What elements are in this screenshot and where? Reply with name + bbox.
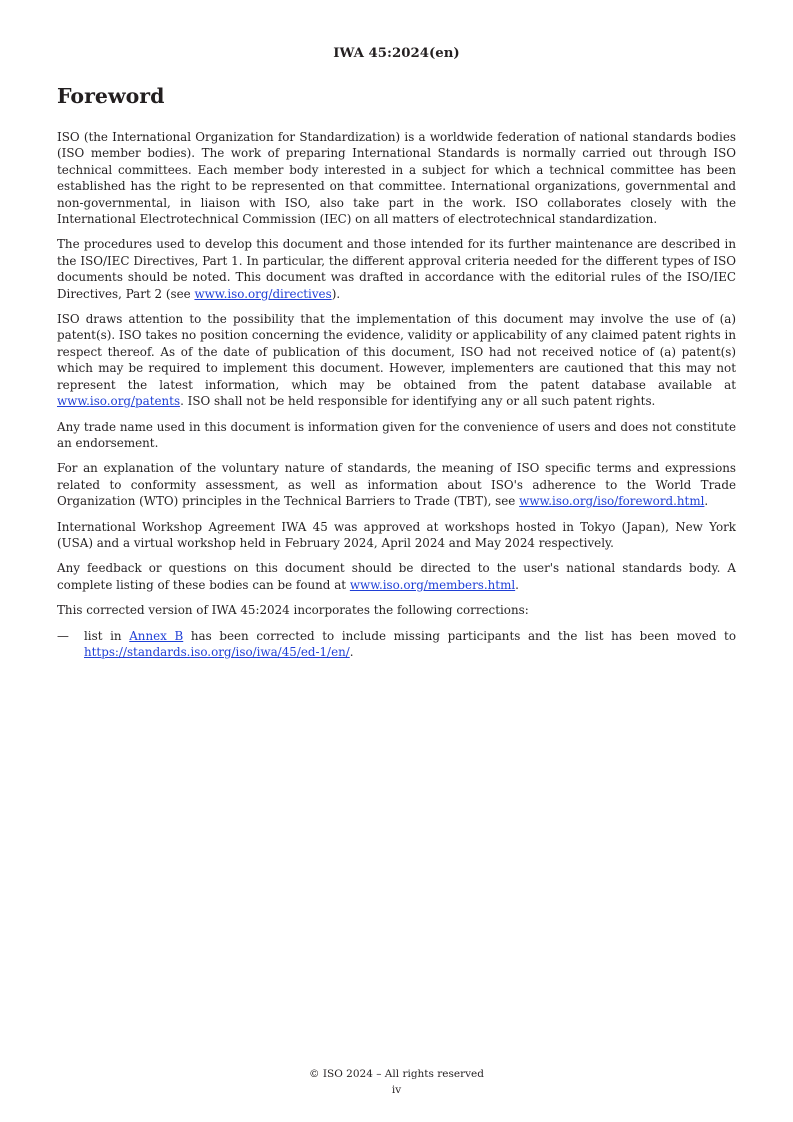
paragraph-text: . ISO shall not be held responsible for identifying any or all such patent rights. — [180, 394, 656, 409]
paragraph-text: For an explanation of the voluntary nature of standards, the meaning of ISO specific terms and expressions related to conformity assessment, as well as information about ISO's adherence to the World Trade Organization (WTO) principles in the Technical Barriers to Trade (TBT), see — [57, 461, 736, 509]
paragraph-trade-name: Any trade name used in this document is information given for the convenience of users and does not constitute an endorsement. — [57, 419, 736, 450]
paragraph-text: The procedures used to develop this document and those intended for its further maintenance are described in the ISO/IEC Directives, Part 1. In particular, the different approval criteria needed for the different types of ISO documents should be noted. This document was drafted in accordance with the editorial rules of the ISO/IEC Directives, Part 2 (see — [57, 237, 736, 301]
paragraph-voluntary-nature — [57, 460, 736, 509]
list-dash: — — [57, 628, 69, 643]
correction-list-item — [57, 628, 736, 661]
page-footer — [0, 1066, 793, 1098]
foreword-body — [57, 129, 736, 660]
copyright-notice: © ISO 2024 – All rights reserved — [309, 1068, 484, 1080]
foreword-link[interactable]: www.iso.org/iso/foreword.html — [519, 494, 705, 509]
correction-text-part: has been corrected to include missing participants and the list has been moved to — [183, 628, 736, 643]
paragraph-text: . — [704, 494, 709, 509]
document-id-header: IWA 45:2024(en) — [333, 46, 460, 61]
annex-b-link[interactable]: Annex B — [129, 628, 184, 643]
paragraph-procedures — [57, 236, 736, 302]
paragraph-patents — [57, 311, 736, 409]
paragraph-text: ). — [331, 286, 341, 301]
members-link[interactable]: www.iso.org/members.html — [349, 577, 516, 592]
paragraph-corrected-version: This corrected version of IWA 45:2024 incorporates the following corrections: — [57, 603, 529, 618]
paragraph-text: Any feedback or questions on this document should be directed to the user's national standards body. A complete listing of these bodies can be found at — [57, 561, 736, 592]
paragraph-text: . — [515, 577, 519, 592]
patents-link[interactable]: www.iso.org/patents — [57, 394, 181, 409]
page-title: Foreword — [57, 84, 165, 108]
page-number: iv — [391, 1084, 402, 1096]
paragraph-iso-federation: ISO (the International Organization for Standardization) is a worldwide federation of national standards bodies (ISO member bodies). The work of preparing International Standards is normally carried out through ISO technical committees. Each member body interested in a subject for which a technical committee has been established has the right to be represented on that committee. International organizations, governmental and non-governmental, in liaison with ISO, also take part in the work. ISO collaborates closely with the International Electrotechnical Commission (IEC) on all matters of electrotechnical standardization. — [57, 130, 736, 227]
directives-link[interactable]: www.iso.org/directives — [194, 286, 332, 301]
correction-text — [84, 628, 736, 661]
correction-text-part: . — [349, 644, 354, 659]
paragraph-feedback — [57, 560, 736, 593]
standards-url-link[interactable]: https://standards.iso.org/iso/iwa/45/ed-1/en/ — [84, 644, 350, 659]
paragraph-text: ISO draws attention to the possibility that the implementation of this document may involve the use of (a) patent(s). ISO takes no position concerning the evidence, validity or applicability of any claimed patent rights in respect thereof. As of the date of publication of this document, ISO had not received notice of (a) patent(s) which may be required to implement this document. However, implementers are cautioned that this may not represent the latest information, which may be obtained from the patent database available at — [57, 312, 736, 392]
correction-text-part: list in — [84, 628, 130, 643]
paragraph-workshop-approval: International Workshop Agreement IWA 45 was approved at workshops hosted in Tokyo (Japan), New York (USA) and a virtual workshop held in February 2024, April 2024 and May 2024 respectively. — [57, 519, 736, 550]
